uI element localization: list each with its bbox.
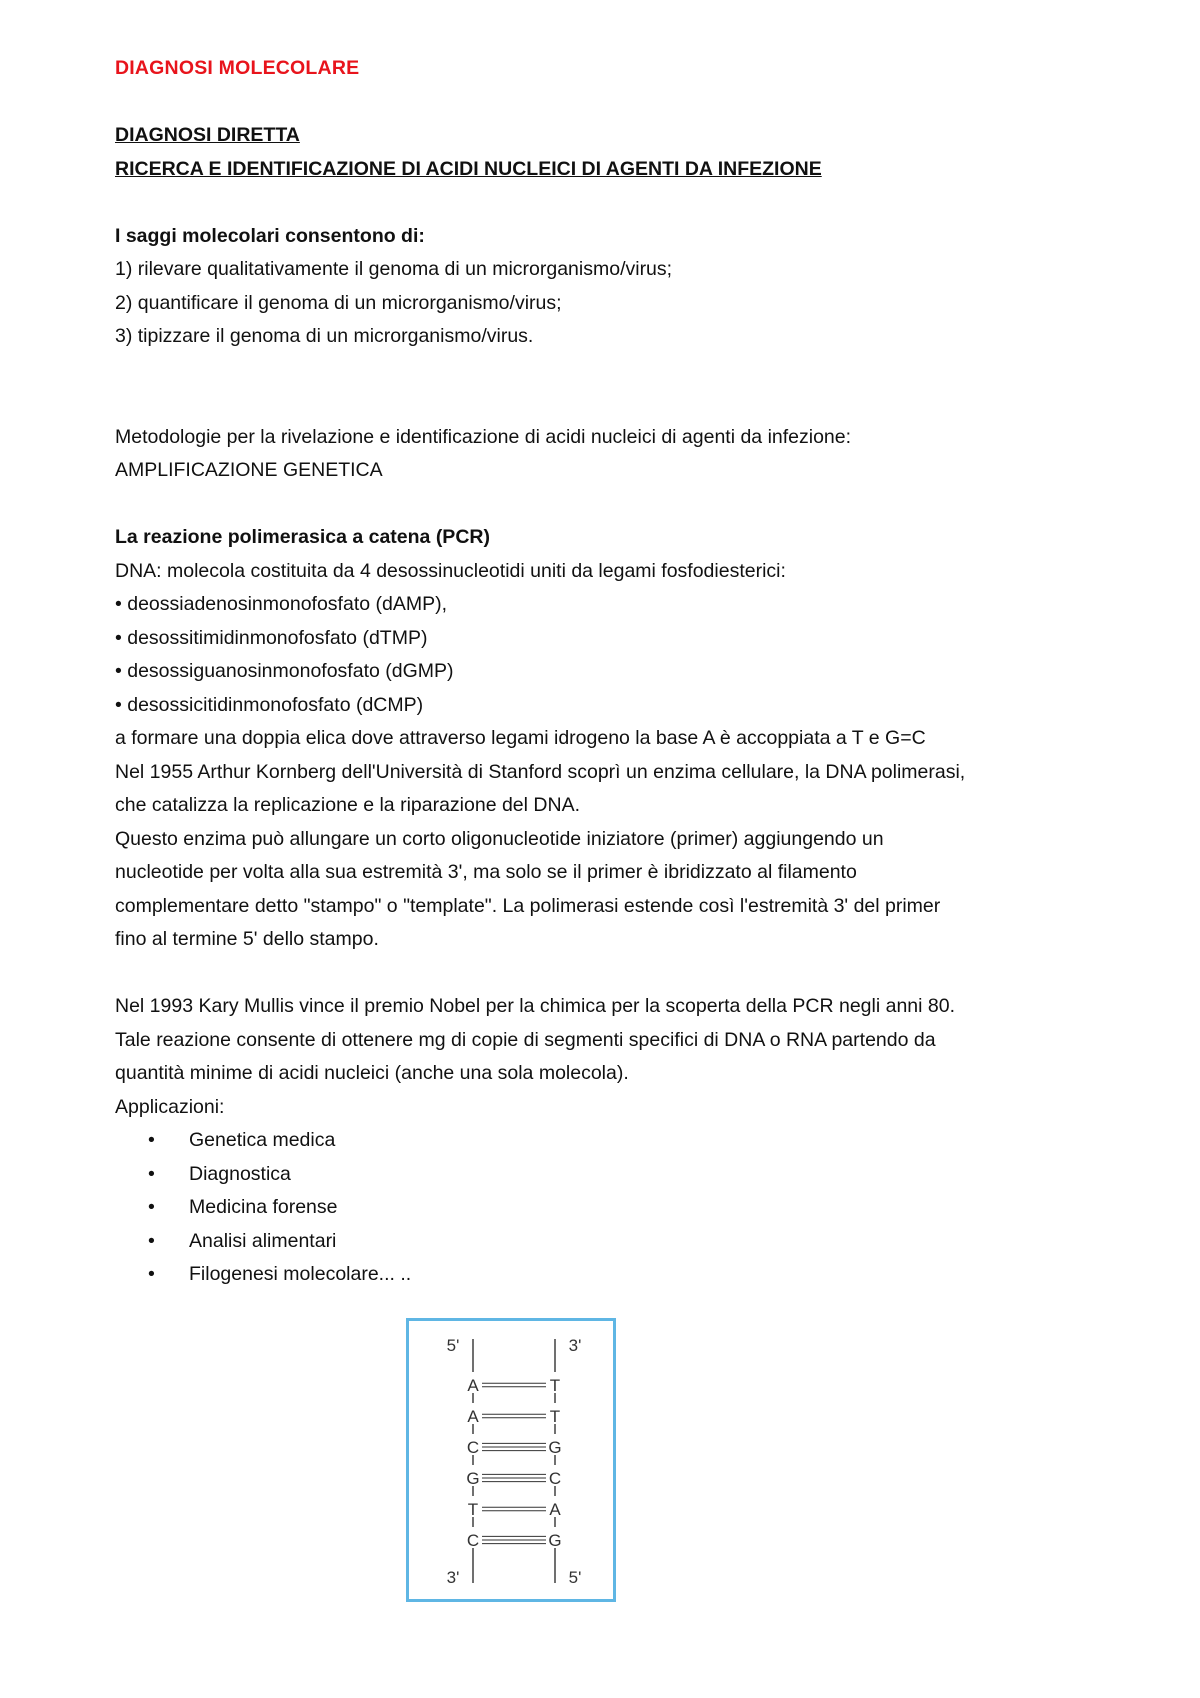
- list-item: [115, 1158, 1125, 1192]
- bullet-icon: •: [148, 1129, 155, 1151]
- list-item: [115, 1258, 1125, 1292]
- list-item: [115, 1124, 1125, 1158]
- bullet-icon: •: [148, 1263, 155, 1285]
- dna-diagram: [409, 1321, 613, 1599]
- pcr-paragraph-line: • deossiadenosinmonofosfato (dAMP),: [115, 593, 448, 615]
- left-base-label: A: [467, 1376, 479, 1395]
- right-base-label: A: [549, 1500, 561, 1519]
- intro-item: 1) rilevare qualitativamente il genoma di un microrganismo/virus;: [115, 258, 673, 280]
- intro-heading: I saggi molecolari consentono di:: [115, 224, 425, 247]
- dna-base-pairing-figure: [406, 1318, 616, 1602]
- list-item: [115, 1191, 1125, 1225]
- bullet-icon: •: [148, 1162, 155, 1185]
- strand-end-label-left-bottom: 3': [446, 1568, 460, 1587]
- pcr-paragraph-line: • desossitimidinmonofosfato (dTMP): [115, 626, 428, 649]
- right-base-label: G: [548, 1438, 562, 1457]
- method-paragraph-line: AMPLIFICAZIONE GENETICA: [115, 459, 383, 481]
- pcr-paragraph-line: Questo enzima può allungare un corto oligonucleotide iniziatore (primer) aggiungendo un: [115, 827, 884, 850]
- nobel-paragraph-line: Tale reazione consente di ottenere mg di copie di segmenti specifici di DNA o RNA partendo da: [115, 1028, 936, 1051]
- pcr-paragraph-line: che catalizza la replicazione e la riparazione del DNA.: [115, 794, 580, 816]
- section-heading-ricerca: RICERCA E IDENTIFICAZIONE DI ACIDI NUCLEICI DI AGENTI DA INFEZIONE: [115, 157, 822, 180]
- right-base-label: C: [548, 1469, 562, 1488]
- left-base-label: A: [467, 1407, 479, 1426]
- left-base-label: T: [467, 1500, 479, 1519]
- intro-item: 3) tipizzare il genoma di un microrganismo/virus.: [115, 325, 534, 347]
- left-base-label: C: [466, 1531, 480, 1550]
- pcr-paragraph-line: fino al termine 5' dello stampo.: [115, 928, 379, 950]
- left-base-label: G: [466, 1469, 480, 1488]
- section-heading-diagnosi-diretta: DIAGNOSI DIRETTA: [115, 124, 300, 146]
- bullet-icon: •: [148, 1196, 155, 1218]
- document-title: DIAGNOSI MOLECOLARE: [115, 57, 360, 79]
- application-label: Filogenesi molecolare... ..: [189, 1263, 412, 1285]
- pcr-paragraph-line: DNA: molecola costituita da 4 desossinucleotidi uniti da legami fosfodiesterici:: [115, 559, 786, 582]
- pcr-paragraph-line: a formare una doppia elica dove attraverso legami idrogeno la base A è accoppiata a T e G=C: [115, 727, 926, 749]
- document-body: [115, 52, 1125, 1292]
- pcr-paragraph-line: Nel 1955 Arthur Kornberg dell'Università di Stanford scoprì un enzima cellulare, la DNA polimerasi,: [115, 760, 966, 783]
- list-item: [115, 1225, 1125, 1259]
- nobel-paragraph-line: quantità minime di acidi nucleici (anche una sola molecola).: [115, 1062, 629, 1084]
- applications-label: Applicazioni:: [115, 1095, 225, 1118]
- strand-end-label-left-top: 5': [446, 1336, 460, 1355]
- application-label: Genetica medica: [189, 1129, 336, 1151]
- pcr-heading: La reazione polimerasica a catena (PCR): [115, 526, 490, 548]
- pcr-paragraph-line: • desossicitidinmonofosfato (dCMP): [115, 693, 424, 716]
- application-label: Diagnostica: [189, 1162, 291, 1185]
- strand-end-label-right-bottom: 5': [568, 1568, 582, 1587]
- pcr-paragraph-line: nucleotide per volta alla sua estremità 3', ma solo se il primer è ibridizzato al filamento: [115, 861, 857, 883]
- left-base-label: C: [466, 1438, 480, 1457]
- bullet-icon: •: [148, 1229, 155, 1252]
- pcr-paragraph-line: complementare detto "stampo" o "template". La polimerasi estende così l'estremità 3' del primer: [115, 894, 941, 917]
- right-base-label: G: [548, 1531, 562, 1550]
- application-label: Medicina forense: [189, 1196, 338, 1218]
- application-label: Analisi alimentari: [189, 1229, 337, 1252]
- method-paragraph-line: Metodologie per la rivelazione e identificazione di acidi nucleici di agenti da infezione:: [115, 425, 852, 448]
- right-base-label: T: [549, 1407, 561, 1426]
- nobel-paragraph-line: Nel 1993 Kary Mullis vince il premio Nobel per la chimica per la scoperta della PCR negli anni 80.: [115, 995, 955, 1017]
- right-base-label: T: [549, 1376, 561, 1395]
- intro-item: 2) quantificare il genoma di un microrganismo/virus;: [115, 291, 562, 314]
- applications-list: [115, 1124, 1125, 1292]
- strand-end-label-right-top: 3': [568, 1336, 582, 1355]
- pcr-paragraph-line: • desossiguanosinmonofosfato (dGMP): [115, 660, 454, 682]
